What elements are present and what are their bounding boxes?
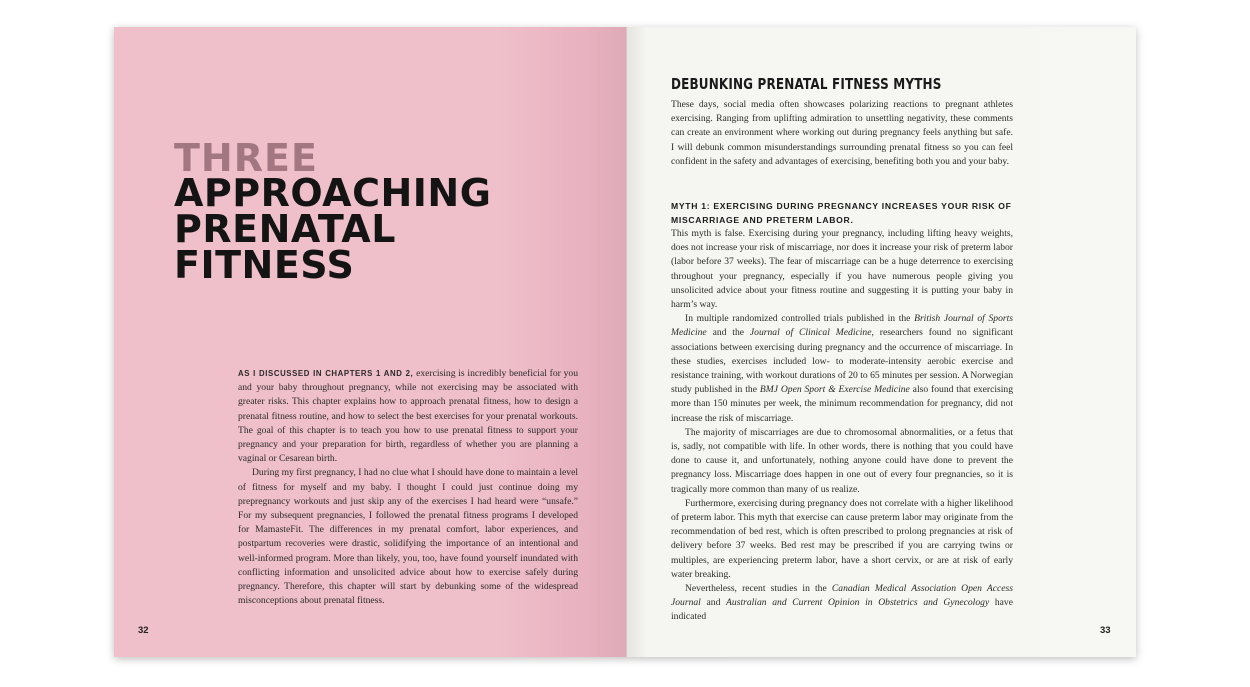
right-paragraph-4: Furthermore, exercising during pregnancy does not correlate with a higher likelihood of preterm labor. This myth that exercise can cause preterm labor may originate from the recommendation of bed rest, which is often prescribed to prolong pregnancies at risk of delivery before 37 weeks. Bed rest may be prescribed if you are carrying twins or multiples, are experiencing preterm labor, have a short cervix, or are at risk of early water breaking. [671, 497, 1013, 580]
left-body-text [238, 367, 578, 608]
paragraph-text: also found that exercising more than 150 minutes per week, the minimum recommendation for pregnancy, did not increase the risk of miscarriage. [671, 384, 1013, 424]
right-paragraph-3: The majority of miscarriages are due to chromosomal abnormalities, or a fetus that is, sadly, not compatible with life. In other words, there is nothing that you could have done to cause it, and unfortunately, nothing anyone could have done to prevent the pregnancy loss. Miscarriage does happen in one out of every four pregnancies, so it is tragically more common than many of us realize. [671, 426, 1013, 495]
chapter-title-line: APPROACHING [174, 171, 492, 215]
journal-title: Canadian Medical Association Open Access Journal [671, 583, 1013, 609]
chapter-title-line: FITNESS [174, 243, 355, 287]
right-body-text [671, 227, 1013, 625]
book-spread [114, 27, 1136, 657]
right-paragraph-2 [671, 312, 1013, 426]
journal-title: BMJ Open Sport & Exercise Medicine [759, 384, 910, 396]
paragraph-text: exercising is incredibly beneficial for you and your baby throughout pregnancy, while not exercising may be associated with greater risks. This chapter explains how to approach prenatal fitness, how to design a prenatal fitness routine, and how to select the best exercises for your prenatal workouts. The goal of this chapter is to teach you how to use prenatal fitness to support your pregnancy and your preparation for birth, regardless of whether you are planning a vaginal or Cesarean birth. [238, 368, 578, 465]
left-page [114, 27, 626, 657]
page-number-right: 33 [1100, 625, 1111, 636]
chapter-title-line: PRENATAL [174, 207, 396, 251]
chapter-title [174, 171, 554, 287]
section-heading: DEBUNKING PRENATAL FITNESS MYTHS [671, 75, 942, 93]
journal-title: Australian and Current Opinion in Obstetrics and Gynecology [726, 597, 990, 609]
paragraph-text: and [700, 597, 727, 609]
myth-heading: MYTH 1: EXERCISING DURING PREGNANCY INCREASES YOUR RISK OF MISCARRIAGE AND PRETERM LABOR. [671, 201, 1012, 225]
left-paragraph-1 [238, 367, 578, 466]
right-paragraph-1: This myth is false. Exercising during your pregnancy, including lifting heavy weights, does not increase your risk of miscarriage, nor does it increase your risk of preterm labor (labor before 37 weeks). The fear of miscarriage can be a huge deterrence to exercising throughout your pregnancy, especially if you have numerous people giving you unsolicited advice about your fitness routine and suggesting it is putting your baby in harm’s way. [671, 228, 1013, 311]
lead-in: AS I DISCUSSED IN CHAPTERS 1 AND 2, [238, 369, 414, 378]
paragraph-text: , researchers found no significant associations between exercising during pregnancy and the occurrence of miscarriage. In these studies, exercises included low- to moderate-intensity aerobic exercise and resistance training, with workout durations of 20 to 65 minutes per session. A Norwegian study published in the [671, 327, 1013, 396]
page-number-left: 32 [138, 625, 149, 636]
journal-title: British Journal of Sports Medicine [671, 313, 1013, 339]
right-page [627, 27, 1136, 657]
journal-title: Journal of Clinical Medicine [749, 327, 872, 339]
paragraph-text: have indicated [671, 597, 1013, 623]
left-paragraph-2: During my first pregnancy, I had no clue what I should have done to maintain a level of fitness for myself and my baby. I thought I could just continue doing my prepregnancy workouts and just skip any of the exercises I had heard were “unsafe.” For my subsequent pregnancies, I followed the prenatal fitness programs I developed for MamasteFit. The differences in my prenatal comfort, labor experiences, and postpartum recoveries were drastic, solidifying the importance of an intentional and well-informed program. More than likely, you, too, have found yourself inundated with conflicting information and unsolicited advice about how to exercise safely during pregnancy. Therefore, this chapter will start by debunking some of the widespread misconceptions about prenatal fitness. [238, 467, 578, 607]
paragraph-text: In multiple randomized controlled trials published in the [685, 313, 915, 325]
intro-paragraph: These days, social media often showcases polarizing reactions to pregnant athletes exercising. Ranging from uplifting admiration to unsettling negativity, these comments can create an environment where working out during pregnancy feels anything but safe. I will debunk common misunderstandings surrounding prenatal fitness so you can feel confident in the safety and advantages of exercising, benefiting both you and your baby. [671, 99, 1013, 167]
right-paragraph-5 [671, 582, 1013, 625]
paragraph-text: and the [706, 327, 750, 339]
paragraph-text: Nevertheless, recent studies in the [685, 583, 832, 595]
chapter-number: THREE [174, 136, 318, 180]
